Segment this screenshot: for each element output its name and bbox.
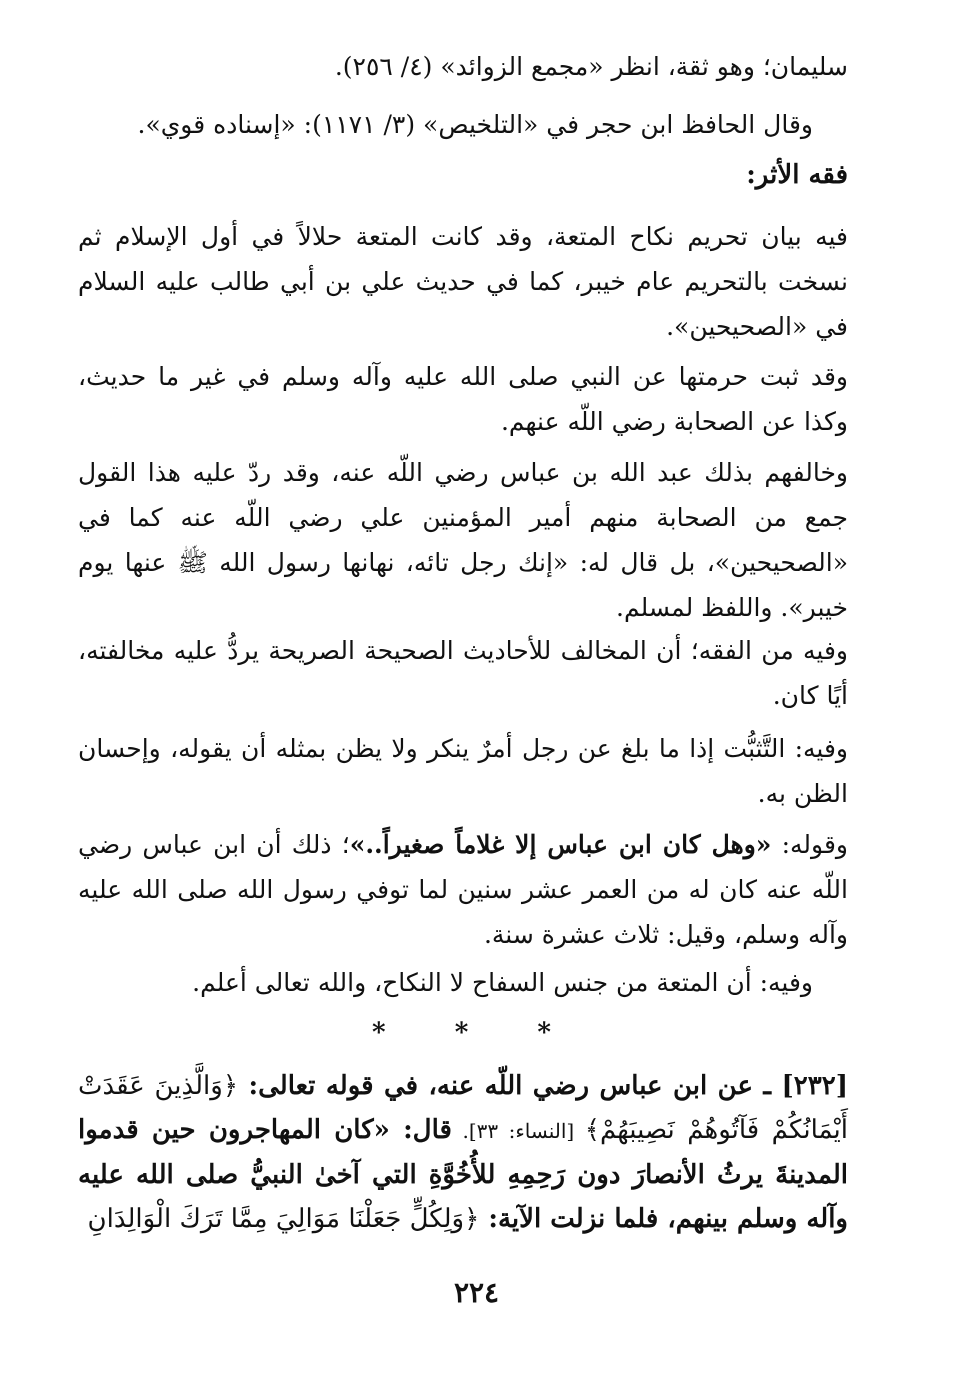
verse-reference: [النساء: ٣٣]. (451, 1119, 585, 1143)
footnote-line-2: وقال الحافظ ابن حجر في «التلخيص» (٣/ ١١٧١): «إسناده قوي». (137, 110, 813, 139)
paragraph-6 (78, 822, 848, 957)
paragraph-3: وخالفهم بذلك عبد الله بن عباس رضي اللّه عنه، وقد ردّ عليه هذا القول جمع من الصحابة منهم أمير المؤمنين علي رضي اللّه عنه كما في «الصحيحين»، بل قال له: «إنك رجل تائه، نهانها رسول الله ﷺ عنها يوم خيبر». واللفظ لمسلم. (78, 458, 848, 622)
hadith-232 (78, 1064, 848, 1241)
paragraph-6-rest: ؛ ذلك أن ابن عباس رضي اللّه عنه كان له من العمر عشر سنين لما توفي رسول الله صلى الله عليه وآله وسلم، وقيل: ثلاث عشرة سنة. (78, 830, 848, 949)
paragraph-4: وفيه من الفقه؛ أن المخالف للأحاديث الصحيحة الصريحة يردُّ عليه مخالفته، أيًا كان. (78, 636, 848, 710)
quran-verse-2: ﴿وَلِكُلٍّ جَعَلْنَا مَوَالِيَ مِمَّا تَرَكَ الْوَالِدَانِ (87, 1204, 480, 1234)
page-number: ٢٢٤ (453, 1276, 500, 1309)
paragraph-5: وفيه: التَّثبُّت إذا ما بلغ عن رجل أمرٌ ينكر ولا يظن بمثله أن يقوله، وإحسان الظن به. (78, 734, 848, 808)
paragraph-6-prefix: وقوله: (771, 830, 848, 859)
paragraph-2: وقد ثبت حرمتها عن النبي صلى الله عليه وآله وسلم في غير ما حديث، وكذا عن الصحابة رضي اللّه عنهم. (78, 362, 848, 436)
paragraph-1: فيه بيان تحريم نكاح المتعة، وقد كانت المتعة حلالاً في أول الإسلام ثم نسخت بالتحريم عام خيبر، كما في حديث علي بن أبي طالب عليه السلام في «الصحيحين». (78, 222, 848, 341)
hadith-intro: [٢٣٢] ـ عن ابن عباس رضي اللّه عنه، في قوله تعالى: (238, 1071, 848, 1101)
paragraph-7: وفيه: أن المتعة من جنس السفاح لا النكاح، والله تعالى أعلم. (192, 968, 813, 997)
section-heading: فقه الأثر: (746, 160, 848, 190)
paragraph-6-quote: «وهل كان ابن عباس إلا غلاماً صغيراً..» (349, 830, 772, 859)
quran-verse-1: ﴿وَالَّذِينَ عَقَدَتْ أَيْمَانُكُمْ فَآتُوهُمْ نَصِيبَهُمْ﴾ (78, 1071, 848, 1145)
section-separator: * * * (372, 1018, 581, 1048)
hadith-quote: قال: «كان المهاجرون حين قدموا المدينةَ يرثُ الأنصارَ دون رَحِمِهِ للأُخُوَّةِ التي آخىٰ النبيُّ صلى الله عليه وآله وسلم بينهم، فلما نزلت الآية: (78, 1115, 848, 1234)
footnote-line-1: سليمان؛ وهو ثقة، انظر «مجمع الزوائد» (٤/ ٢٥٦). (334, 52, 848, 81)
